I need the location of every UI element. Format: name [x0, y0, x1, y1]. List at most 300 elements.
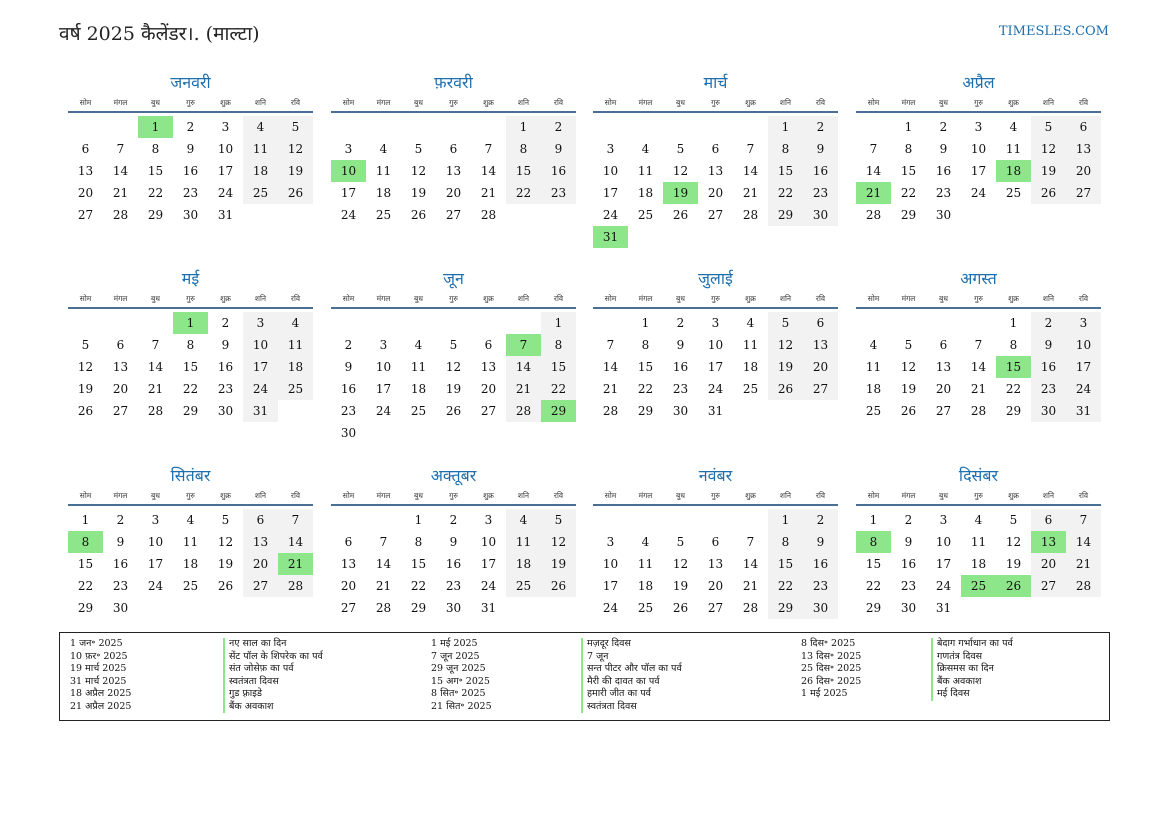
weekday-label: मंगल: [638, 98, 653, 107]
legend-holiday-name: क्रिसमस का दिन: [931, 663, 1013, 676]
day-cell: 11: [506, 531, 541, 553]
day-cell: 8: [904, 142, 913, 156]
day-cell: 8: [768, 138, 803, 160]
day-cell: 28: [1066, 575, 1101, 597]
day-cell: 15: [865, 557, 882, 571]
weekday-label: शनि: [517, 491, 530, 500]
weekday-header: [331, 96, 576, 113]
day-cell: 6: [803, 312, 838, 334]
month-12: [856, 465, 1101, 619]
weekday-label: शुक्र: [745, 491, 756, 500]
day-cell: 17: [935, 557, 952, 571]
weekday-label: सोम: [867, 98, 880, 107]
day-cell: 3: [711, 316, 720, 330]
empty-cell: [471, 116, 506, 138]
day-cell: 9: [449, 535, 458, 549]
legend-date: 25 दिस॰ 2025: [801, 663, 862, 674]
day-cell: 15: [541, 356, 576, 378]
day-cell: 21: [1066, 553, 1101, 575]
weekday-label: गुरु: [974, 491, 983, 500]
day-cell: 6: [81, 142, 90, 156]
day-cell: 8: [151, 142, 160, 156]
day-cell: 3: [606, 535, 615, 549]
holiday-day-cell: 8: [856, 531, 891, 553]
day-cell: 24: [480, 579, 497, 593]
day-cell: 17: [480, 557, 497, 571]
holiday-day-cell: 8: [68, 531, 103, 553]
weekday-label: सोम: [604, 294, 617, 303]
weekday-label: रवि: [290, 98, 301, 107]
weekday-label: मंगल: [113, 98, 128, 107]
weekday-label: मंगल: [376, 294, 391, 303]
day-cell: 9: [939, 142, 948, 156]
weekday-label: शुक्र: [483, 491, 494, 500]
empty-cell: [733, 116, 768, 138]
holiday-day-cell: 7: [506, 334, 541, 356]
day-cell: 24: [243, 378, 278, 400]
day-cell: 21: [970, 382, 987, 396]
day-cell: 25: [375, 208, 392, 222]
day-cell: 13: [112, 360, 129, 374]
empty-cell: [628, 509, 663, 531]
day-cell: 15: [147, 164, 164, 178]
legend-date: 21 अप्रैल 2025: [70, 700, 132, 712]
weekday-label: शनि: [517, 294, 530, 303]
day-cell: 23: [900, 579, 917, 593]
day-cell: 31: [707, 404, 724, 418]
day-cell: 6: [344, 535, 353, 549]
day-cell: 22: [1005, 382, 1022, 396]
weekday-label: शुक्र: [483, 98, 494, 107]
empty-cell: [926, 312, 961, 334]
day-cell: 13: [707, 164, 724, 178]
weekday-label: शुक्र: [220, 98, 231, 107]
legend-holiday-name: बेदाग गर्भाधान का पर्व: [931, 638, 1013, 651]
day-cell: 13: [803, 334, 838, 356]
day-cell: 4: [243, 116, 278, 138]
legend-holiday-name: मई दिवस: [931, 688, 1013, 701]
day-cell: 29: [147, 208, 164, 222]
day-cell: 20: [445, 186, 462, 200]
day-cell: 7: [974, 338, 983, 352]
weekday-label: बुध: [939, 294, 948, 303]
day-cell: 21: [112, 186, 129, 200]
day-cell: 18: [243, 160, 278, 182]
weekday-label: गुरु: [711, 294, 720, 303]
day-cell: 1: [541, 312, 576, 334]
day-cell: 20: [1066, 160, 1101, 182]
holiday-day-cell: 25: [961, 575, 996, 597]
day-cell: 29: [900, 208, 917, 222]
legend-holiday-name: गणतंत्र दिवस: [931, 651, 1013, 664]
day-cell: 14: [1066, 531, 1101, 553]
weekday-label: मंगल: [638, 294, 653, 303]
empty-cell: [401, 312, 436, 334]
day-cell: 6: [243, 509, 278, 531]
weekday-label: सोम: [867, 294, 880, 303]
day-cell: 2: [803, 509, 838, 531]
day-cell: 21: [742, 186, 759, 200]
day-cell: 7: [869, 142, 878, 156]
day-cell: 5: [278, 116, 313, 138]
day-cell: 13: [1066, 138, 1101, 160]
month-11: [593, 465, 838, 619]
day-cell: 31: [935, 601, 952, 615]
day-cell: 20: [1031, 553, 1066, 575]
day-cell: 16: [340, 382, 357, 396]
day-cell: 10: [707, 338, 724, 352]
day-cell: 15: [900, 164, 917, 178]
day-cell: 26: [445, 404, 462, 418]
day-cell: 20: [707, 579, 724, 593]
empty-cell: [401, 116, 436, 138]
day-cell: 17: [970, 164, 987, 178]
holiday-day-cell: 21: [856, 182, 891, 204]
day-cell: 23: [1031, 378, 1066, 400]
empty-cell: [68, 312, 103, 334]
day-cell: 21: [602, 382, 619, 396]
day-cell: 12: [77, 360, 94, 374]
day-cell: 26: [672, 208, 689, 222]
day-cell: 24: [217, 186, 234, 200]
legend-date: 1 जन॰ 2025: [70, 638, 123, 649]
weekday-label: सोम: [342, 294, 355, 303]
day-cell: 12: [1005, 535, 1022, 549]
day-cell: 9: [344, 360, 353, 374]
day-cell: 4: [641, 142, 650, 156]
day-cell: 26: [278, 182, 313, 204]
day-cell: 5: [541, 509, 576, 531]
day-cell: 2: [186, 120, 195, 134]
day-cell: 14: [506, 356, 541, 378]
holiday-legend: [59, 632, 1110, 721]
day-cell: 1: [1009, 316, 1018, 330]
day-cell: 8: [414, 535, 423, 549]
weekday-label: बुध: [939, 491, 948, 500]
day-cell: 14: [480, 164, 497, 178]
day-cell: 10: [375, 360, 392, 374]
day-cell: 3: [221, 120, 230, 134]
day-cell: 26: [410, 208, 427, 222]
day-cell: 17: [1066, 356, 1101, 378]
day-cell: 2: [449, 513, 458, 527]
legend-holiday-name: गुड फ़्राइडे: [223, 688, 323, 701]
day-cell: 14: [865, 164, 882, 178]
day-grid: [856, 312, 1101, 422]
weekday-header: [593, 96, 838, 113]
empty-cell: [506, 312, 541, 334]
weekday-header: [68, 489, 313, 506]
legend-date: 26 दिस॰ 2025: [801, 675, 862, 687]
weekday-label: शनि: [254, 98, 267, 107]
day-cell: 1: [768, 116, 803, 138]
day-cell: 19: [445, 382, 462, 396]
day-cell: 30: [900, 601, 917, 615]
day-cell: 27: [480, 404, 497, 418]
empty-cell: [366, 116, 401, 138]
day-cell: 16: [541, 160, 576, 182]
day-cell: 30: [112, 601, 129, 615]
day-cell: 26: [900, 404, 917, 418]
weekday-label: सोम: [604, 98, 617, 107]
day-cell: 30: [672, 404, 689, 418]
day-cell: 9: [221, 338, 230, 352]
day-cell: 4: [414, 338, 423, 352]
weekday-label: रवि: [815, 98, 826, 107]
empty-cell: [663, 116, 698, 138]
day-cell: 23: [541, 182, 576, 204]
day-grid: [593, 312, 838, 422]
legend-dates-1: [70, 638, 131, 713]
day-cell: 9: [904, 535, 913, 549]
weekday-label: गुरु: [711, 491, 720, 500]
weekday-label: रवि: [553, 294, 564, 303]
day-cell: 29: [77, 601, 94, 615]
month-name: मार्च: [703, 73, 728, 92]
holiday-day-cell: 18: [996, 160, 1031, 182]
day-cell: 4: [186, 513, 195, 527]
holiday-day-cell: 1: [173, 312, 208, 334]
day-cell: 20: [243, 553, 278, 575]
day-cell: 23: [217, 382, 234, 396]
weekday-label: गुरु: [711, 98, 720, 107]
weekday-label: रवि: [553, 98, 564, 107]
day-cell: 23: [445, 579, 462, 593]
legend-names-1: [223, 638, 323, 713]
empty-cell: [593, 312, 628, 334]
day-cell: 11: [970, 535, 987, 549]
day-cell: 19: [541, 553, 576, 575]
weekday-label: गुरु: [974, 294, 983, 303]
weekday-label: शनि: [517, 98, 530, 107]
day-cell: 25: [865, 404, 882, 418]
weekday-label: मंगल: [376, 98, 391, 107]
day-grid: [593, 509, 838, 619]
day-cell: 6: [711, 142, 720, 156]
day-cell: 16: [112, 557, 129, 571]
day-grid: [68, 116, 313, 226]
day-cell: 17: [243, 356, 278, 378]
day-cell: 15: [506, 160, 541, 182]
month-name: मई: [181, 269, 200, 288]
day-cell: 26: [541, 575, 576, 597]
day-cell: 29: [637, 404, 654, 418]
day-cell: 28: [742, 208, 759, 222]
day-cell: 10: [480, 535, 497, 549]
holiday-day-cell: 1: [138, 116, 173, 138]
day-cell: 2: [116, 513, 125, 527]
day-cell: 4: [746, 316, 755, 330]
day-cell: 8: [186, 338, 195, 352]
day-cell: 3: [344, 142, 353, 156]
legend-holiday-name: बैंक अवकाश: [223, 701, 323, 714]
month-3: [593, 72, 838, 248]
day-cell: 5: [1009, 513, 1018, 527]
site-link[interactable]: TIMESLES.COM: [998, 24, 1109, 39]
weekday-label: बुध: [414, 491, 423, 500]
day-cell: 24: [935, 579, 952, 593]
day-cell: 22: [410, 579, 427, 593]
day-cell: 21: [480, 186, 497, 200]
weekday-label: सोम: [867, 491, 880, 500]
holiday-day-cell: 29: [541, 400, 576, 422]
day-cell: 23: [672, 382, 689, 396]
empty-cell: [856, 116, 891, 138]
weekday-label: गुरु: [449, 98, 458, 107]
weekday-header: [593, 489, 838, 506]
day-cell: 12: [217, 535, 234, 549]
weekday-label: गुरु: [186, 294, 195, 303]
day-cell: 12: [1031, 138, 1066, 160]
day-cell: 6: [939, 338, 948, 352]
weekday-label: सोम: [342, 491, 355, 500]
day-cell: 13: [707, 557, 724, 571]
day-cell: 11: [243, 138, 278, 160]
day-cell: 13: [480, 360, 497, 374]
day-cell: 31: [217, 208, 234, 222]
day-cell: 28: [742, 601, 759, 615]
month-4: [856, 72, 1101, 226]
day-cell: 24: [602, 601, 619, 615]
weekday-label: सोम: [342, 98, 355, 107]
day-cell: 16: [935, 164, 952, 178]
holiday-day-cell: 15: [996, 356, 1031, 378]
day-cell: 10: [602, 164, 619, 178]
day-cell: 4: [379, 142, 388, 156]
legend-holiday-name: स्वतंत्रता दिवस: [223, 676, 323, 689]
day-cell: 15: [768, 160, 803, 182]
day-cell: 22: [900, 186, 917, 200]
day-cell: 17: [602, 186, 619, 200]
day-cell: 25: [1005, 186, 1022, 200]
day-cell: 18: [182, 557, 199, 571]
day-cell: 9: [541, 138, 576, 160]
weekday-label: गुरु: [186, 98, 195, 107]
weekday-label: रवि: [815, 294, 826, 303]
month-7: [593, 268, 838, 422]
day-cell: 19: [77, 382, 94, 396]
day-cell: 6: [711, 535, 720, 549]
day-cell: 16: [445, 557, 462, 571]
day-cell: 3: [484, 513, 493, 527]
weekday-label: गुरु: [186, 491, 195, 500]
day-cell: 22: [865, 579, 882, 593]
day-cell: 2: [221, 316, 230, 330]
day-cell: 15: [77, 557, 94, 571]
day-cell: 11: [182, 535, 199, 549]
day-cell: 26: [1031, 182, 1066, 204]
month-name: जुलाई: [698, 269, 733, 288]
day-cell: 30: [1031, 400, 1066, 422]
empty-cell: [331, 116, 366, 138]
day-cell: 23: [803, 182, 838, 204]
month-name: जनवरी: [170, 73, 211, 92]
weekday-label: मंगल: [901, 98, 916, 107]
day-cell: 25: [637, 208, 654, 222]
day-cell: 2: [939, 120, 948, 134]
day-cell: 3: [379, 338, 388, 352]
day-cell: 9: [1031, 334, 1066, 356]
day-grid: [68, 312, 313, 422]
day-cell: 6: [484, 338, 493, 352]
day-cell: 7: [116, 142, 125, 156]
day-cell: 17: [217, 164, 234, 178]
day-cell: 18: [637, 186, 654, 200]
legend-date: 10 फ़र॰ 2025: [70, 650, 128, 662]
weekday-label: सोम: [604, 491, 617, 500]
day-cell: 7: [484, 142, 493, 156]
month-name: अक्तूबर: [430, 466, 477, 485]
empty-cell: [436, 312, 471, 334]
day-cell: 2: [1031, 312, 1066, 334]
day-cell: 20: [480, 382, 497, 396]
day-grid: [68, 509, 313, 619]
weekday-header: [856, 292, 1101, 309]
day-cell: 22: [637, 382, 654, 396]
day-cell: 13: [340, 557, 357, 571]
weekday-header: [856, 489, 1101, 506]
day-cell: 30: [217, 404, 234, 418]
legend-date: 1 मई 2025: [431, 638, 478, 649]
weekday-header: [68, 292, 313, 309]
day-cell: 14: [970, 360, 987, 374]
day-cell: 14: [375, 557, 392, 571]
day-cell: 16: [182, 164, 199, 178]
weekday-label: मंगल: [901, 491, 916, 500]
legend-names-3: [931, 638, 1013, 701]
day-cell: 2: [676, 316, 685, 330]
day-cell: 21: [147, 382, 164, 396]
day-cell: 1: [768, 509, 803, 531]
weekday-label: शुक्र: [220, 294, 231, 303]
month-6: [331, 268, 576, 444]
day-cell: 4: [974, 513, 983, 527]
day-cell: 15: [182, 360, 199, 374]
day-cell: 10: [217, 142, 234, 156]
day-cell: 30: [445, 601, 462, 615]
day-cell: 30: [803, 597, 838, 619]
day-cell: 29: [410, 601, 427, 615]
weekday-label: बुध: [676, 491, 685, 500]
legend-date: 7 जून 2025: [431, 650, 480, 662]
weekday-label: शनि: [1042, 98, 1055, 107]
holiday-day-cell: 31: [593, 226, 628, 248]
weekday-label: गुरु: [449, 294, 458, 303]
day-cell: 7: [746, 142, 755, 156]
day-cell: 18: [865, 382, 882, 396]
day-cell: 22: [541, 378, 576, 400]
day-cell: 5: [1031, 116, 1066, 138]
day-cell: 20: [340, 579, 357, 593]
legend-dates-3: [801, 638, 861, 701]
legend-holiday-name: संत जोसेफ़ का पर्व: [223, 663, 323, 676]
day-cell: 22: [506, 182, 541, 204]
day-cell: 25: [410, 404, 427, 418]
empty-cell: [436, 116, 471, 138]
legend-date: 15 अग॰ 2025: [431, 675, 490, 687]
day-cell: 18: [278, 356, 313, 378]
empty-cell: [366, 312, 401, 334]
month-name: नवंबर: [698, 466, 733, 485]
weekday-label: बुध: [414, 294, 423, 303]
weekday-label: रवि: [553, 491, 564, 500]
day-cell: 27: [803, 378, 838, 400]
day-cell: 18: [637, 579, 654, 593]
day-cell: 7: [606, 338, 615, 352]
empty-cell: [698, 509, 733, 531]
legend-names-2: [581, 638, 682, 713]
month-name: अगस्त: [960, 269, 997, 288]
